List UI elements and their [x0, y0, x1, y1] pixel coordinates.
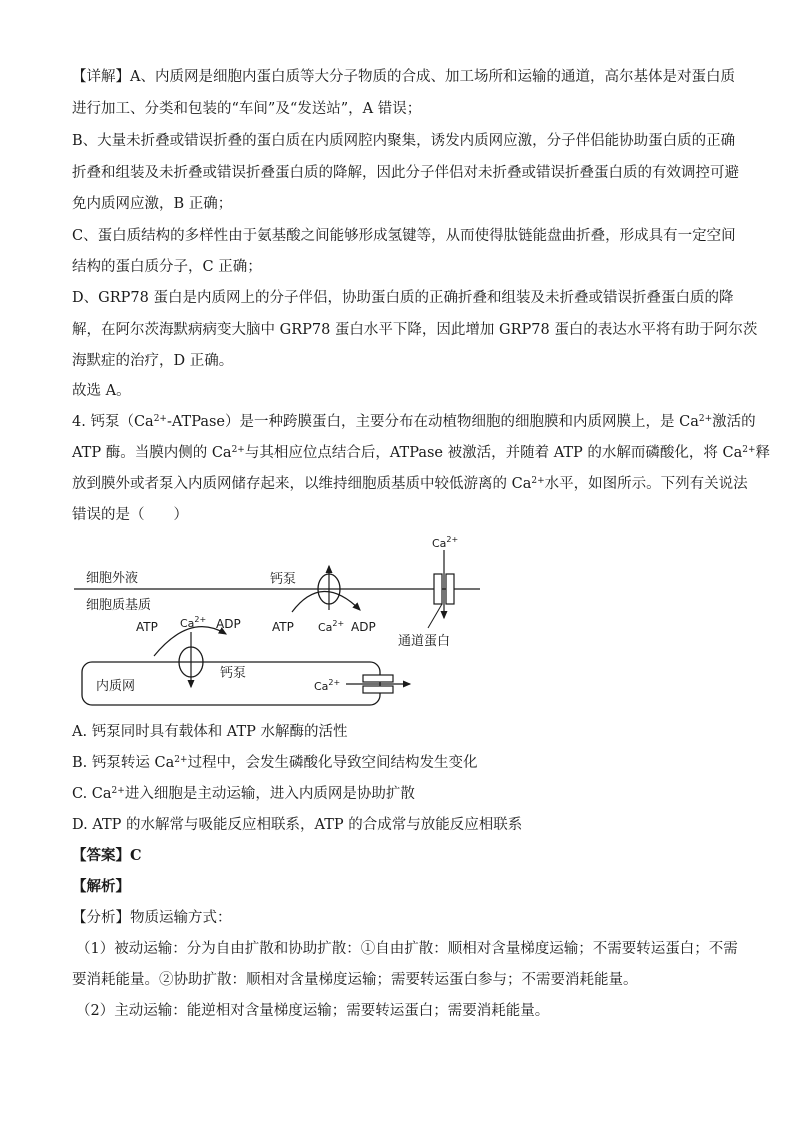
adp-label: ADP [351, 620, 376, 634]
question-line-4: 错误的是（ ） [72, 507, 188, 523]
detail-line-9: 解，在阿尔茨海默病病变大脑中 GRP78 蛋白水平下降，因此增加 GRP78 蛋白的表达水平将有助于阿尔茨 [72, 322, 758, 338]
channel-calcium-label [432, 535, 458, 550]
channel-left-subunit [434, 574, 442, 604]
analysis-line-4: （2）主动运输：能逆相对含量梯度运输；需要转运蛋白；需要消耗能量。 [76, 1003, 550, 1019]
detail-line-3: B、大量未折叠或错误折叠的蛋白质在内质网腔内聚集，诱发内质网应激，分子伴侣能协助蛋白质的正确 [72, 133, 736, 149]
superscript: 2+ [174, 755, 188, 765]
membrane-calcium-pump [270, 566, 376, 634]
option-d: D. ATP 的水解常与吸能反应相联系，ATP 的合成常与放能反应相联系 [72, 817, 523, 833]
calcium-charge: 2+ [194, 615, 207, 624]
pump-er-label: 钙泵 [220, 666, 247, 681]
superscript: 2+ [231, 445, 245, 455]
answer-label: 【答案】C [72, 847, 142, 864]
extracellular-label: 细胞外液 [86, 571, 139, 586]
option-a: A. 钙泵同时具有载体和 ATP 水解酶的活性 [72, 724, 348, 740]
superscript: 2+ [698, 414, 713, 424]
superscript: 2+ [742, 445, 756, 455]
question-line-2 [72, 443, 770, 463]
option-text: 过程中，会发生磷酸化导致空间结构发生变化 [187, 755, 478, 771]
channel-label: 通道蛋白 [398, 634, 451, 649]
question-line-3 [72, 474, 748, 494]
question-text: ATP 酶。当膜内侧的 Ca [72, 445, 232, 461]
detail-line-10: 海默症的治疗，D 正确。 [72, 353, 234, 369]
er-adp-label: ADP [216, 617, 241, 631]
pump-top-label: 钙泵 [270, 572, 297, 587]
er-label: 内质网 [96, 679, 136, 694]
option-b [72, 753, 478, 773]
er-channel [314, 675, 410, 693]
calcium-charge: 2+ [332, 619, 345, 628]
detail-line-6: C、蛋白质结构的多样性由于氨基酸之间能够形成氢键等，从而使得肽链能盘曲折叠，形成具有一定空间 [72, 228, 736, 244]
calcium-symbol: Ca [180, 617, 195, 630]
er-calcium-pump [136, 615, 246, 687]
superscript: 2+ [111, 786, 125, 796]
question-text: 水平，如图所示。下列有关说法 [544, 476, 748, 492]
er-channel-top [363, 675, 393, 682]
er-atp-label: ATP [136, 620, 158, 634]
channel-right-subunit [446, 574, 454, 604]
cytoplasm-label: 细胞质基质 [86, 598, 152, 613]
question-text: 4. 钙泵（Ca [72, 414, 154, 430]
calcium-label [318, 619, 344, 634]
calcium-symbol: Ca [318, 621, 333, 634]
calcium-symbol: Ca [314, 680, 329, 693]
channel-leader-line [428, 604, 442, 628]
detail-line-1: 【详解】A、内质网是细胞内蛋白质等大分子物质的合成、加工场所和运输的通道，高尔基体是对蛋白质 [72, 69, 735, 85]
question-text: 激活的 [712, 414, 756, 430]
option-text: C. Ca [72, 786, 112, 802]
detail-line-8: D、GRP78 蛋白是内质网上的分子伴侣，协助蛋白质的正确折叠和组装及未折叠或错误折叠蛋白质的降 [72, 290, 734, 306]
detail-line-5: 免内质网应激，B 正确； [72, 196, 233, 212]
er-calcium-label [180, 615, 206, 630]
detail-line-7: 结构的蛋白质分子，C 正确； [72, 259, 262, 275]
calcium-charge: 2+ [446, 535, 459, 544]
option-c [72, 784, 415, 804]
channel-protein [398, 535, 458, 649]
option-text: B. 钙泵转运 Ca [72, 755, 175, 771]
calcium-symbol: Ca [432, 537, 447, 550]
analysis-line-1: 【分析】物质运输方式： [72, 910, 232, 926]
analysis-line-2: （1）被动运输：分为自由扩散和协助扩散：①自由扩散：顺相对含量梯度运输；不需要转运蛋白；不需 [76, 941, 738, 957]
detail-line-11: 故选 A。 [72, 383, 131, 399]
question-text: 放到膜外或者泵入内质网储存起来，以维持细胞质基质中较低游离的 Ca [72, 476, 532, 492]
option-text: 进入细胞是主动运输，进入内质网是协助扩散 [124, 786, 415, 802]
calcium-pump-diagram [60, 532, 480, 712]
superscript: 2+ [531, 476, 545, 486]
question-text: -ATPase）是一种跨膜蛋白，主要分布在动植物细胞的细胞膜和内质网膜上，是 Ca [166, 414, 699, 430]
superscript: 2+ [153, 414, 167, 424]
question-text: 释 [755, 445, 771, 461]
question-text: 与其相应位点结合后，ATPase 被激活，并随着 ATP 的水解而磷酸化，将 Ca [244, 445, 743, 461]
analysis-line-3: 要消耗能量。②协助扩散：顺相对含量梯度运输；需要转运蛋白参与；不需要消耗能量。 [72, 972, 638, 988]
detail-line-2: 进行加工、分类和包装的“车间”及“发送站”，A 错误； [72, 101, 422, 117]
er-channel-bottom [363, 686, 393, 693]
analysis-label: 【解析】 [72, 878, 130, 895]
detail-line-4: 折叠和组装及未折叠或错误折叠蛋白质的降解，因此分子伴侣对未折叠或错误折叠蛋白质的有效调控可避 [72, 165, 739, 181]
er-channel-calcium-label [314, 678, 340, 693]
atp-label: ATP [272, 620, 294, 634]
question-line-1 [72, 412, 756, 432]
calcium-charge: 2+ [328, 678, 341, 687]
